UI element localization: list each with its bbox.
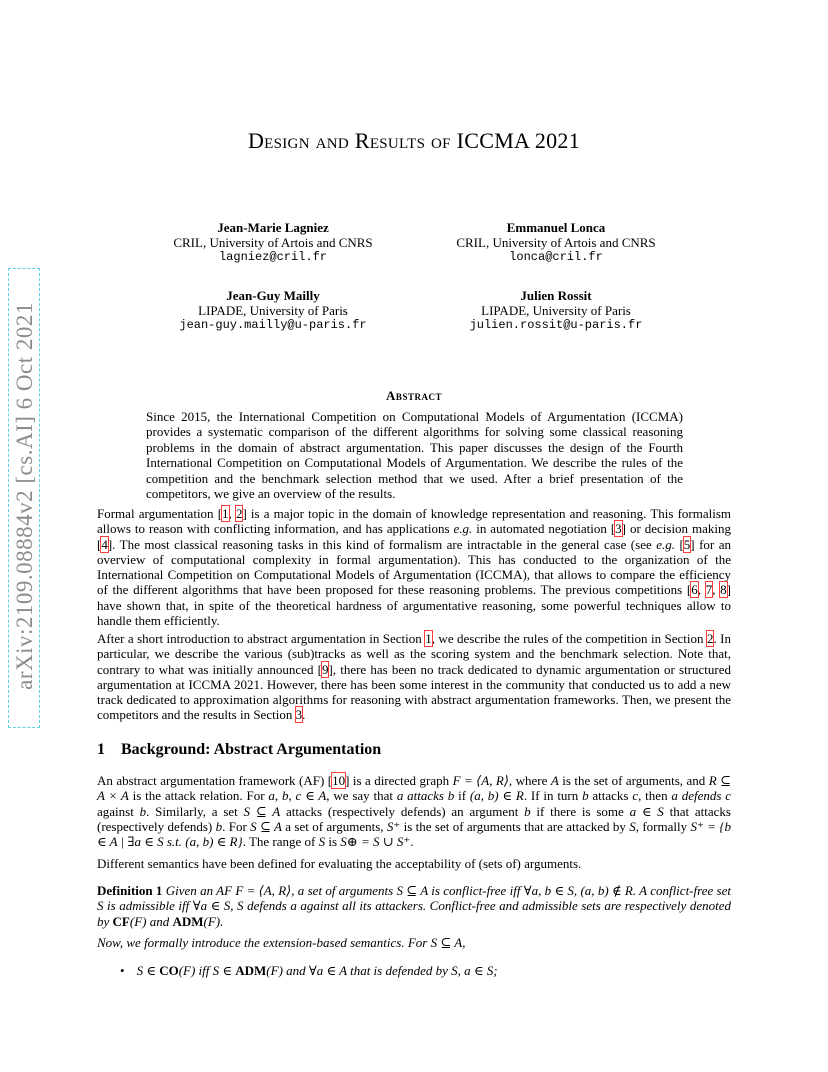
abstract-text: Since 2015, the International Competition on Computational Models of Argumentation (ICCMA) provides a systematic comparison of the different algorithms for solving some classical reasoning problems in the domain of abstract argumentation. This paper discusses the design of the Fourth International Competition on Computational Models of Argumentation. We describe the rules of the competition and the benchmark selection method that we used. After a brief presentation of the competitors, we give an overview of the results. — [146, 409, 683, 502]
citation-link[interactable]: 4 — [101, 536, 108, 552]
section1-paragraph-1: An abstract argumentation framework (AF) [10] is a directed graph F = ⟨A, R⟩, where A is the set of arguments, and R ⊆ A × A is the attack relation. For a, b, c ∈ A, we say that a attacks b if (a, b) ∈ R. If in turn b attacks c, then a defends c against b. Similarly, a set S ⊆ A attacks (respectively defends) an argument b if there is some a ∈ S that attacks (respectively defends) b. For S ⊆ A a set of arguments, S⁺ is the set of arguments that are attacked by S, formally S⁺ = {b ∈ A | ∃a ∈ S s.t. (a, b) ∈ R}. The range of S is S⊕ = S ∪ S⁺. — [97, 773, 732, 850]
author-name: Julien Rossit — [520, 288, 592, 303]
citation-link[interactable]: 10 — [332, 773, 346, 788]
section-heading: 1 Background: Abstract Argumentation — [97, 741, 382, 758]
intro-paragraph-1: Formal argumentation [1, 2] is a major topic in the domain of knowledge representation and reasoning. This formalism allows to reason with conflicting information, and has applications e.g. in automated negotiation [3] or decision making [4]. The most classical reasoning tasks in this kind of formalism are intractable in the general case (see e.g. [5] for an overview of computational complexity in formal argumentation). This has conducted to the organization of the International Competition on Computational Models of Argumentation (ICCMA), that allows to compare the efficiency of the different algorithms that have been proposed for these reasoning problems. The previous competitions [6, 7, 8] have shown that, in spite of the theoretical hardness of argumentative reasoning, some powerful techniques allow to handle them efficiently. — [97, 506, 732, 629]
citation-link[interactable]: 6 — [691, 582, 698, 598]
author-email[interactable]: lonca@cril.fr — [509, 250, 603, 264]
citation-link[interactable]: 3 — [615, 521, 622, 537]
paper-title: Design and Results of ICCMA 2021 — [247, 128, 581, 153]
author-block-1 — [143, 220, 403, 265]
citation-link[interactable]: 9 — [321, 661, 329, 677]
citation-link[interactable]: 2 — [235, 506, 243, 521]
author-affiliation: CRIL, University of Artois and CNRS — [173, 235, 373, 250]
author-name: Jean-Marie Lagniez — [217, 220, 329, 235]
author-affiliation: LIPADE, University of Paris — [481, 303, 631, 318]
section-link[interactable]: 2 — [706, 631, 714, 646]
intro-paragraph-2: After a short introduction to abstract argumentation in Section 1, we describe the rules of the competition in Section 2. In particular, we describe the various (sub)tracks as well as the scoring system and the benchmark selection. Note that, contrary to what was initially announced [9], there has been no track dedicated to dynamic argumentation or structured argumentation at ICCMA 2021. However, there has been some interest in the community that conducted us to add a new track dedicated to approximation algorithms for reasoning with abstract argumentation frameworks. Then, we present the competitors and the results in Section 3. — [97, 631, 731, 723]
author-name: Jean-Guy Mailly — [226, 288, 320, 303]
author-block-3 — [143, 288, 403, 333]
author-affiliation: LIPADE, University of Paris — [198, 303, 348, 318]
section1-paragraph-3: Now, we formally introduce the extension-based semantics. For S ⊆ A, — [97, 935, 466, 950]
author-block-2 — [426, 220, 686, 265]
list-item: • S ∈ CO(F) iff S ∈ ADM(F) and ∀a ∈ A that is defended by S, a ∈ S; — [120, 963, 498, 978]
author-email[interactable]: lagniez@cril.fr — [218, 250, 328, 264]
definition-1: Definition 1 Given an AF F = ⟨A, R⟩, a set of arguments S ⊆ A is conflict-free iff ∀a, b ∈ S, (a, b) ∉ R. A conflict-free set S is admissible iff ∀a ∈ S, S defends a against all its attackers. Conflict-free and admissible sets are respectively denoted by CF(F) and ADM(F). — [97, 883, 731, 929]
section1-paragraph-2: Different semantics have been defined for evaluating the acceptability of (sets of) arguments. — [97, 856, 582, 871]
bullet-icon: • — [120, 963, 125, 978]
citation-link[interactable]: 8 — [720, 582, 727, 598]
author-block-4 — [426, 288, 686, 333]
abstract-heading: Abstract — [386, 388, 442, 403]
citation-link[interactable]: 1 — [222, 506, 229, 521]
citation-link[interactable]: 7 — [705, 582, 713, 598]
arxiv-stamp-text: arXiv:2109.08884v2 [cs.AI] 6 Oct 2021 — [12, 302, 37, 690]
author-name: Emmanuel Lonca — [506, 220, 606, 235]
citation-link[interactable]: 5 — [683, 536, 691, 552]
author-email[interactable]: julien.rossit@u-paris.fr — [469, 318, 643, 332]
author-affiliation: CRIL, University of Artois and CNRS — [456, 235, 656, 250]
section-link[interactable]: 1 — [425, 631, 432, 646]
author-email[interactable]: jean-guy.mailly@u-paris.fr — [179, 318, 367, 332]
section-link[interactable]: 3 — [295, 707, 303, 723]
arxiv-stamp[interactable] — [8, 268, 40, 728]
